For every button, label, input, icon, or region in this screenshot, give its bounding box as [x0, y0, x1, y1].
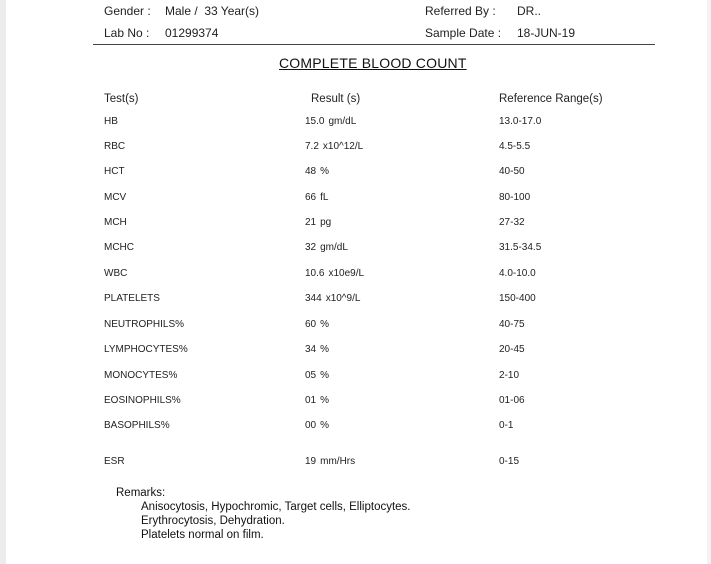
reference-range: 80-100: [499, 192, 531, 203]
test-name: MCH: [104, 217, 127, 228]
sample-date-value: 18-JUN-19: [517, 26, 576, 40]
remarks-line: Anisocytosis, Hypochromic, Target cells, Elliptocytes.: [141, 501, 411, 513]
gender-label: Gender :: [104, 4, 151, 18]
result-value: 05 %: [305, 370, 330, 381]
lab-no-value: 01299374: [165, 26, 219, 40]
test-name: MONOCYTES%: [104, 370, 178, 381]
page-right-edge: [707, 0, 711, 564]
result-value: 66 fL: [305, 192, 329, 203]
remarks-label: Remarks:: [116, 487, 166, 499]
result-value: 01 %: [305, 395, 330, 406]
lab-no-label: Lab No :: [104, 26, 150, 40]
test-name: PLATELETS: [104, 293, 160, 304]
result-value: 48 %: [305, 166, 330, 177]
result-value: 60 %: [305, 319, 330, 330]
column-header-result: Result (s): [311, 93, 361, 105]
result-value: 344 x10^9/L: [305, 293, 361, 304]
reference-range: 01-06: [499, 395, 525, 406]
result-value: 34 %: [305, 344, 330, 355]
header-divider: [93, 44, 655, 45]
reference-range: 40-75: [499, 319, 525, 330]
page-left-edge: [0, 0, 6, 564]
reference-range: 4.0-10.0: [499, 268, 536, 279]
reference-range: 4.5-5.5: [499, 141, 531, 152]
result-value: 19 mm/Hrs: [305, 456, 356, 467]
referred-by-label: Referred By :: [425, 4, 496, 18]
test-name: NEUTROPHILS%: [104, 319, 185, 330]
result-value: 32 gm/dL: [305, 242, 348, 253]
test-name: ESR: [104, 456, 125, 467]
result-value: 15.0 gm/dL: [305, 116, 357, 127]
reference-range: 40-50: [499, 166, 525, 177]
test-name: EOSINOPHILS%: [104, 395, 181, 406]
reference-range: 31.5-34.5: [499, 242, 542, 253]
remarks-line: Platelets normal on film.: [141, 529, 264, 541]
reference-range: 150-400: [499, 293, 536, 304]
test-name: HB: [104, 116, 118, 127]
reference-range: 13.0-17.0: [499, 116, 542, 127]
report-title: COMPLETE BLOOD COUNT: [279, 55, 467, 71]
reference-range: 27-32: [499, 217, 525, 228]
reference-range: 2-10: [499, 370, 520, 381]
result-value: 21 pg: [305, 217, 332, 228]
result-value: 00 %: [305, 420, 330, 431]
column-header-test: Test(s): [104, 93, 139, 105]
test-name: MCHC: [104, 242, 134, 253]
result-value: 7.2 x10^12/L: [305, 141, 364, 152]
test-name: BASOPHILS%: [104, 420, 170, 431]
referred-by-value: DR..: [517, 4, 541, 18]
gender-value: Male / 33 Year(s): [165, 4, 260, 18]
reference-range: 0-1: [499, 420, 514, 431]
test-name: LYMPHOCYTES%: [104, 344, 188, 355]
sample-date-label: Sample Date :: [425, 26, 502, 40]
test-name: WBC: [104, 268, 128, 279]
test-name: RBC: [104, 141, 126, 152]
result-value: 10.6 x10e9/L: [305, 268, 365, 279]
reference-range: 0-15: [499, 456, 520, 467]
test-name: HCT: [104, 166, 125, 177]
reference-range: 20-45: [499, 344, 525, 355]
remarks-line: Erythrocytosis, Dehydration.: [141, 515, 285, 527]
column-header-range: Reference Range(s): [499, 93, 603, 105]
test-name: MCV: [104, 192, 127, 203]
